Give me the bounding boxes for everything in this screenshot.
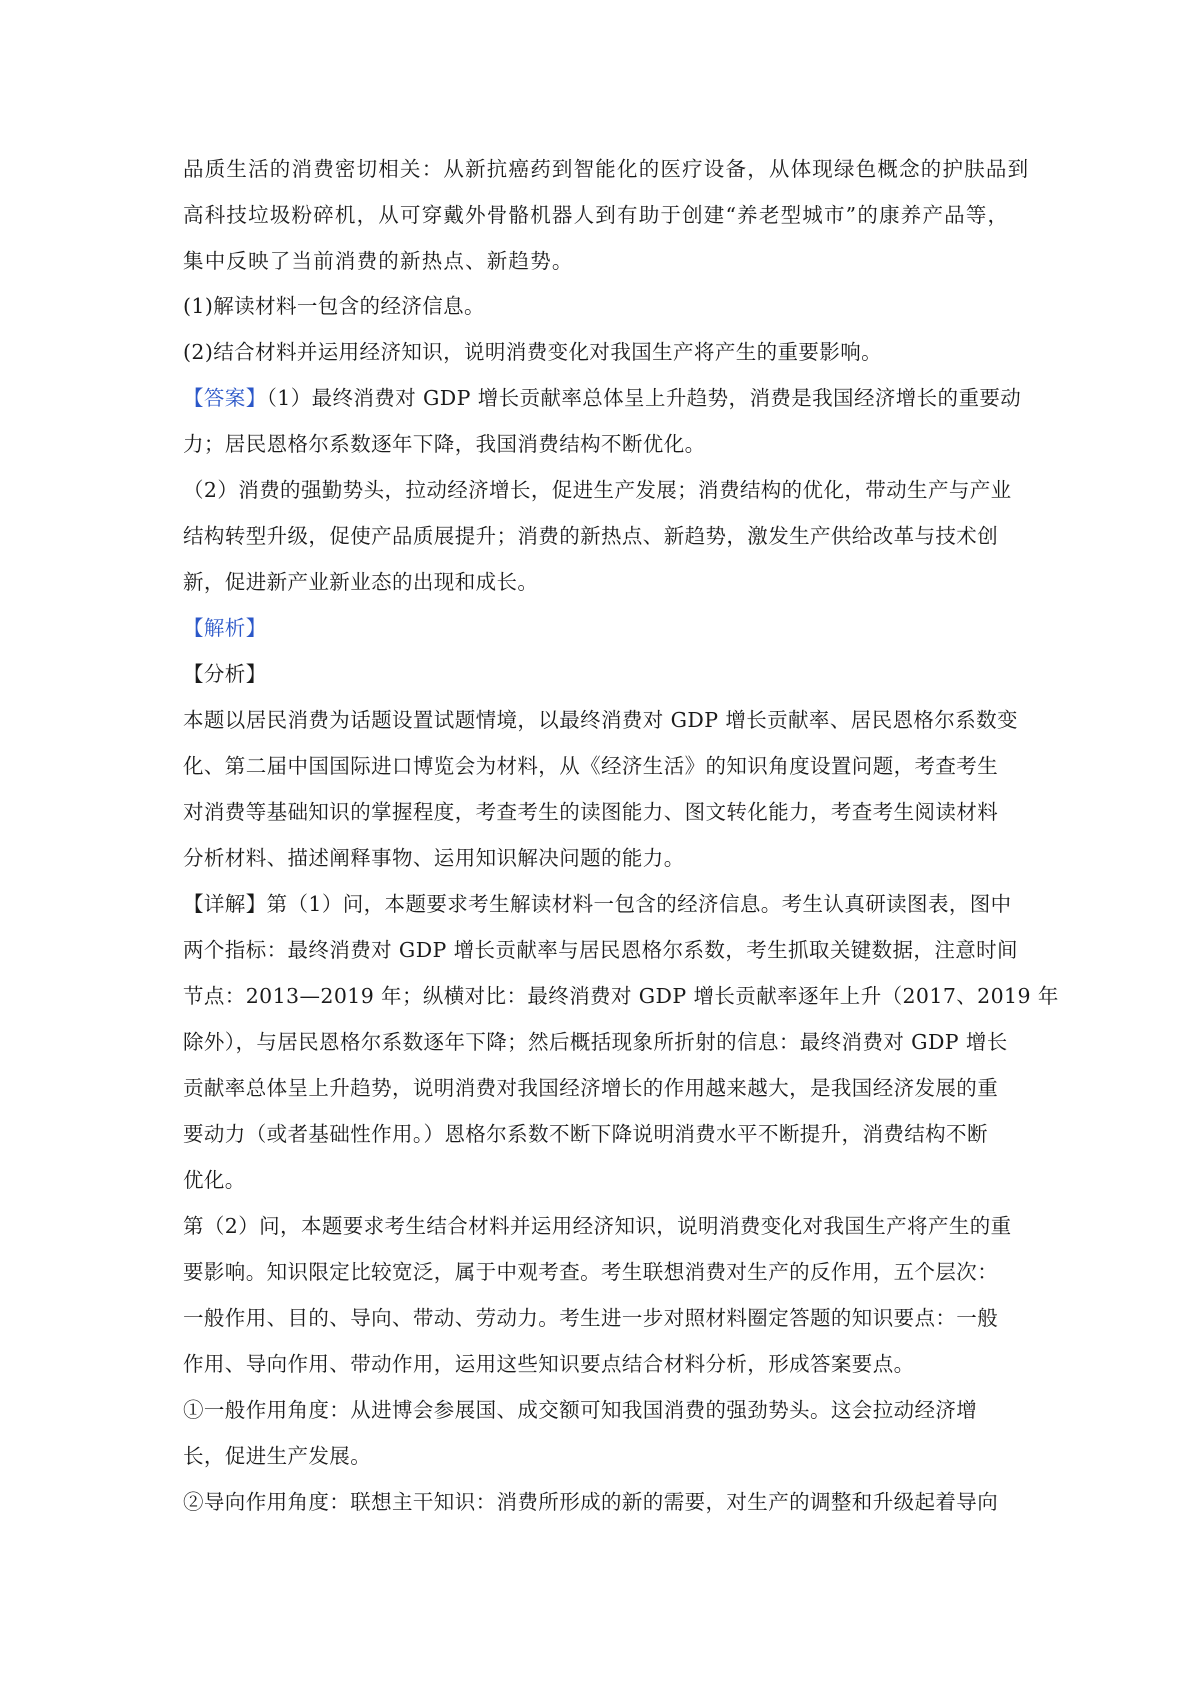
detail-line: 长，促进生产发展。 [183,1444,372,1468]
detail-line: 节点：2013—2019 年；纵横对比：最终消费对 GDP 增长贡献率逐年上升（2017、2019 年 [183,984,1059,1008]
analysis-line: 分析材料、描述阐释事物、运用知识解决问题的能力。 [183,846,685,870]
question-2: (2)结合材料并运用经济知识，说明消费变化对我国生产将产生的重要影响。 [183,340,883,364]
detail-line: ①一般作用角度：从进博会参展国、成交额可知我国消费的强劲势头。这会拉动经济增 [183,1398,978,1422]
detail-line: ②导向作用角度：联想主干知识：消费所形成的新的需要，对生产的调整和升级起着导向 [183,1490,999,1514]
detail-line: 要动力（或者基础性作用。）恩格尔系数不断下降说明消费水平不断提升，消费结构不断 [183,1122,988,1146]
answer-tag: 【答案】 [183,386,267,410]
detail-line [183,890,1043,918]
detail-line: 作用、导向作用、带动作用，运用这些知识要点结合材料分析，形成答案要点。 [183,1352,915,1376]
question-1: (1)解读材料一包含的经济信息。 [183,294,485,318]
answer-line: 结构转型升级，促使产品质展提升；消费的新热点、新趋势，激发生产供给改革与技术创 [183,524,999,548]
analysis-sub-tag: 【分析】 [183,662,267,686]
analysis-tag: 【解析】 [183,616,267,640]
answer-text: （1）最终消费对 GDP 增长贡献率总体呈上升趋势，消费是我国经济增长的重要动 [266,386,1022,410]
detail-line: 两个指标：最终消费对 GDP 增长贡献率与居民恩格尔系数，考生抓取关键数据，注意时间 [183,938,1018,962]
detail-line: 第（2）问，本题要求考生结合材料并运用经济知识，说明消费变化对我国生产将产生的重 [183,1214,1012,1238]
detail-text: 第（1）问，本题要求考生解读材料一包含的经济信息。考生认真研读图表，图中 [266,892,1012,916]
detail-line: 除外），与居民恩格尔系数逐年下降；然后概括现象所折射的信息：最终消费对 GDP 增长 [183,1030,1008,1054]
intro-line: 高科技垃圾粉碎机，从可穿戴外骨骼机器人到有助于创建“养老型城市”的康养产品等， [183,203,1010,227]
detail-line: 一般作用、目的、导向、带动、劳动力。考生进一步对照材料圈定答题的知识要点：一般 [183,1306,999,1330]
answer-line [183,384,1043,412]
intro-line: 品质生活的消费密切相关：从新抗癌药到智能化的医疗设备，从体现绿色概念的护肤品到 [183,157,1030,181]
answer-line: （2）消费的强勤势头，拉动经济增长，促进生产发展；消费结构的优化，带动生产与产业 [183,478,1012,502]
analysis-line: 对消费等基础知识的掌握程度，考查考生的读图能力、图文转化能力，考查考生阅读材料 [183,800,999,824]
analysis-line: 化、第二届中国国际进口博览会为材料，从《经济生活》的知识角度设置问题，考查考生 [183,754,999,778]
detail-line: 优化。 [183,1168,246,1192]
answer-line: 新，促进新产业新业态的出现和成长。 [183,570,539,594]
detail-line: 贡献率总体呈上升趋势，说明消费对我国经济增长的作用越来越大，是我国经济发展的重 [183,1076,999,1100]
detail-line: 要影响。知识限定比较宽泛，属于中观考查。考生联想消费对生产的反作用，五个层次： [183,1260,999,1284]
detail-tag: 【详解】 [183,892,267,916]
answer-line: 力；居民恩格尔系数逐年下降，我国消费结构不断优化。 [183,432,706,456]
intro-line: 集中反映了当前消费的新热点、新趋势。 [183,249,574,273]
analysis-line: 本题以居民消费为话题设置试题情境，以最终消费对 GDP 增长贡献率、居民恩格尔系数变 [183,708,1018,732]
